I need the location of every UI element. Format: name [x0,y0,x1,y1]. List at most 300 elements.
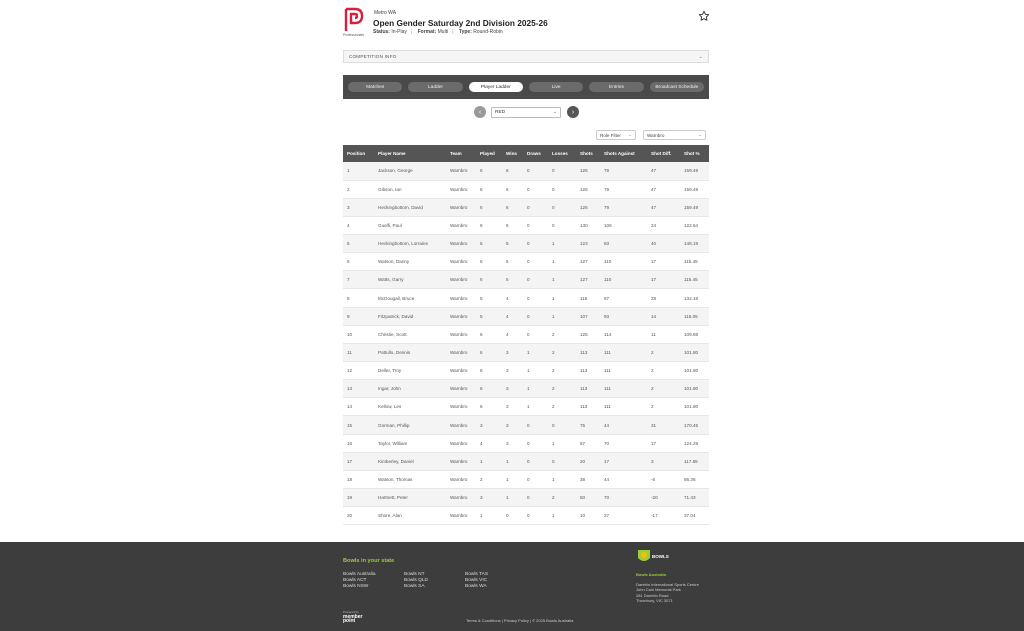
table-cell: 47 [651,168,657,174]
chevron-down-icon: ⌄ [698,132,702,137]
table-cell: 47 [651,204,657,210]
table-cell: 13 [347,386,353,392]
table-cell: 79 [604,204,610,210]
table-cell: 115.45 [684,259,698,265]
footer-link[interactable]: Bowls SA [404,584,425,589]
star-outline-icon[interactable] [698,9,710,21]
table-cell: Watson, Thomas [378,476,413,482]
table-cell: 19 [347,495,353,501]
table-cell: 114 [604,331,612,337]
table-cell: 20 [580,458,586,464]
table-cell: 5 [347,241,350,247]
table-cell: 2 [552,404,555,410]
table-cell: 1 [527,368,530,374]
table-cell: 4 [506,295,509,301]
table-cell: 5 [506,259,509,265]
table-row[interactable] [343,289,709,307]
table-cell: 106 [604,222,612,228]
column-header[interactable]: Team [450,151,462,156]
table-cell: 4 [506,313,509,319]
table-cell: 2 [552,331,555,337]
table-cell: 0 [527,458,530,464]
table-cell: Warnbro [450,386,468,392]
table-cell: 113 [580,404,588,410]
chevron-left-icon[interactable]: ‹ [474,106,486,118]
table-cell: Warnbro [450,313,468,319]
table-row[interactable] [343,198,709,216]
table-cell: 1 [527,349,530,355]
table-cell: 17 [651,277,657,283]
table-cell: Watts, Garry [378,277,404,283]
address-line: Thornbury, VIC 3071 [636,598,673,604]
table-cell: 2 [347,186,350,192]
chevron-down-icon: ⌄ [552,109,557,115]
table-cell: 2 [651,404,654,410]
table-cell: 83 [604,241,610,247]
table-cell: Warnbro [450,186,468,192]
table-cell: 0 [527,331,530,337]
table-cell: Warnbro [450,259,468,265]
table-cell: -17 [651,513,658,519]
table-cell: 10 [580,513,586,519]
table-cell: 6 [480,331,483,337]
table-cell: 7 [347,277,350,283]
table-cell: 6 [480,259,483,265]
table-cell: 0 [527,440,530,446]
memberpoint-logo[interactable] [343,610,362,624]
table-cell: 113 [580,368,588,374]
competition-info-panel[interactable] [343,50,709,63]
table-row[interactable] [343,434,709,452]
table-cell: 47 [651,186,657,192]
table-cell: Pattullo, Dennis [378,349,411,355]
table-cell: 1 [552,277,555,283]
table-cell: Warnbro [450,295,468,301]
format-value: Multi [437,29,449,35]
column-header[interactable]: Shot Diff. [651,151,672,156]
table-cell: 159.49 [684,186,699,192]
table-cell: 0 [527,422,530,428]
type-value: Round-Robin [473,29,503,35]
table-cell: 2 [552,349,555,355]
table-cell: 125 [580,331,588,337]
table-cell: 6 [480,277,483,283]
memberpoint-line1: member [343,613,363,620]
table-cell: 79 [604,186,610,192]
table-cell: 6 [506,186,509,192]
table-cell: -6 [651,476,656,482]
table-cell: 124.29 [684,440,699,446]
table-cell: 14 [347,404,353,410]
table-cell: 1 [552,295,555,301]
table-cell: 1 [506,458,509,464]
column-header[interactable]: Shots Against [604,151,635,156]
table-cell: 159.49 [684,168,699,174]
table-cell: 2 [552,368,555,374]
table-cell: Warnbro [450,368,468,374]
table-cell: 159.49 [684,204,699,210]
table-cell: 44 [604,422,610,428]
table-cell: 107 [580,313,588,319]
table-cell: 110 [604,277,612,283]
table-cell: 6 [506,222,509,228]
table-cell: McDougall, Bruce [378,295,415,301]
table-cell: 6 [480,368,483,374]
team-filter-select[interactable] [643,130,706,140]
table-cell: 126 [580,204,588,210]
table-cell: 93 [604,313,610,319]
table-cell: 3 [651,458,654,464]
role-filter-value: Role Filter [600,133,621,138]
competition-meta: Status: In-Play | Format: Multi | Type: Round-Robin [373,29,503,35]
table-cell: 101.80 [684,349,699,355]
address-line: John Cain Memorial Park [636,587,681,593]
table-body [343,162,709,525]
table-cell: 2 [552,495,555,501]
table-cell: 8 [347,295,350,301]
role-filter-select[interactable] [596,130,636,140]
table-cell: 18 [347,476,353,482]
table-cell: 1 [552,241,555,247]
table-cell: 111 [604,349,611,355]
table-row[interactable] [343,235,709,253]
table-cell: Warnbro [450,349,468,355]
footer-link[interactable]: Bowls QLD [404,578,428,583]
group-select[interactable] [491,107,561,118]
table-cell: 3 [506,422,509,428]
table-row[interactable] [343,307,709,325]
table-cell: 37.04 [684,513,696,519]
table-cell: 1 [480,458,483,464]
table-cell: 0 [552,204,555,210]
table-cell: 3 [506,349,509,355]
table-cell: 5 [480,295,483,301]
table-header-row [343,145,709,162]
table-cell: 0 [527,476,530,482]
badge-text: BOWLS [652,554,669,559]
table-cell: 15 [347,422,353,428]
table-cell: 0 [527,204,530,210]
footer-links-col2 [404,572,428,590]
footer-links-col1 [343,572,376,590]
table-cell: Christie, Scott [378,331,407,337]
table-cell: 12 [347,368,353,374]
table-cell: Warnbro [450,331,468,337]
table-cell: 4 [506,331,509,337]
table-cell: Kellow, Les [378,404,402,410]
tab-player-ladder[interactable]: Player Ladder [469,82,523,92]
table-cell: Gibson, Ian [378,186,402,192]
table-cell: 148.19 [684,241,699,247]
table-cell: 79 [604,168,610,174]
type-label: Type: [458,29,472,35]
tab-live[interactable]: Live [529,82,583,92]
table-cell: 9 [347,313,350,319]
table-cell: 24 [651,222,657,228]
table-cell: 6 [480,241,483,247]
table-cell: 0 [552,422,555,428]
table-cell: 0 [527,186,530,192]
table-cell: 5 [506,277,509,283]
footer-link[interactable]: Bowls ACT [343,578,367,583]
table-cell: 1 [347,168,350,174]
table-cell: 0 [552,168,555,174]
table-cell: 87 [604,295,610,301]
powered-by-label: Powered by [343,610,359,614]
player-ladder-table [343,145,709,525]
table-cell: 111 [604,404,611,410]
table-cell: 1 [480,513,483,519]
table-cell: Warnbro [450,476,468,482]
chevron-right-icon[interactable]: › [567,106,579,118]
table-cell: Warnbro [450,458,468,464]
table-cell: Heckingbottom, David [378,204,423,210]
table-row[interactable] [343,470,709,488]
tab-entries[interactable]: Entries [589,82,643,92]
address-line: Darebin International Sports Centre [636,582,699,587]
table-cell: Deller, Troy [378,368,402,374]
table-cell: 1 [506,495,509,501]
table-cell: 6 [480,168,483,174]
chevron-down-icon: ⌄ [698,54,703,60]
table-cell: 28 [651,295,657,301]
tab-matches[interactable]: Matches [348,82,402,92]
table-cell: 6 [480,404,483,410]
table-cell: 0 [506,513,509,519]
table-cell: 170.45 [684,422,699,428]
table-cell: 0 [527,259,530,265]
table-cell: Warnbro [450,495,468,501]
table-cell: 4 [480,440,483,446]
footer-link[interactable]: Bowls VIC [465,578,488,583]
table-cell: 6 [480,186,483,192]
table-cell: 132.18 [684,295,699,301]
table-cell: 17 [651,259,657,265]
table-cell: 17 [347,458,353,464]
footer-link[interactable]: Bowls TAS [465,572,489,577]
table-row[interactable] [343,253,709,271]
table-cell: 111 [604,368,611,374]
tab-ladder[interactable]: Ladder [408,82,462,92]
table-row[interactable] [343,216,709,234]
table-cell: 6 [480,386,483,392]
table-cell: 86.36 [684,476,696,482]
table-cell: Jackson, George [378,168,413,174]
competition-info-label: COMPETITION INFO [349,54,397,59]
table-cell: 1 [506,476,509,482]
table-cell: 16 [347,440,353,446]
table-row[interactable] [343,416,709,434]
address-line: 281 Darebin Road [636,592,669,598]
table-cell: 70 [604,440,610,446]
table-cell: 2 [651,386,654,392]
table-cell: 2 [651,368,654,374]
table-cell: 31 [651,422,657,428]
table-cell: 101.80 [684,386,699,392]
table-cell: 1 [527,404,530,410]
page-title: Open Gender Saturday 2nd Division 2025-26 [373,18,548,28]
status-value: In-Play [391,29,407,35]
table-cell: 122.64 [684,222,699,228]
table-cell: 127 [580,277,588,283]
table-cell: 6 [347,259,350,265]
table-cell: 115.45 [684,277,698,283]
footer-address [636,582,699,604]
table-cell: Heckingbottom, Lorraine [378,241,429,247]
table-cell: 5 [506,241,509,247]
table-row[interactable] [343,380,709,398]
tab-bar [343,75,709,99]
table-cell: 3 [480,495,483,501]
table-cell: 10 [347,331,353,337]
footer-brand: Bowls Australia [636,572,666,577]
table-cell: Warnbro [450,241,468,247]
column-header[interactable]: Player Name [378,151,406,156]
table-cell: 130 [580,222,588,228]
table-row[interactable] [343,489,709,507]
column-header[interactable]: Shots [580,151,593,156]
column-header[interactable]: Wins [506,151,517,156]
table-cell: 0 [527,313,530,319]
table-cell: 123 [580,241,588,247]
table-cell: Watson, Danny [378,259,410,265]
table-cell: 3 [506,404,509,410]
table-cell: 38 [580,476,586,482]
table-cell: 6 [506,168,509,174]
table-cell: 11 [651,331,656,337]
table-cell: 126 [580,186,588,192]
group-select-value: RED [495,110,506,115]
table-cell: 127 [580,259,588,265]
table-row[interactable] [343,343,709,361]
footer-link[interactable]: Bowls NSW [343,584,369,589]
table-cell: Warnbro [450,204,468,210]
table-cell: 6 [480,349,483,355]
table-cell: 3 [506,368,509,374]
table-cell: 40 [651,241,657,247]
table-cell: 117.65 [684,458,698,464]
table-cell: Warnbro [450,404,468,410]
table-cell: 113 [580,386,588,392]
table-cell: 2 [552,386,555,392]
table-cell: Ingar, John [378,386,401,392]
table-cell: 4 [347,222,350,228]
professionals-logo[interactable] [343,7,365,33]
table-cell: 17 [651,440,657,446]
table-cell: 110 [604,259,612,265]
table-cell: 111 [604,386,611,392]
table-cell: 1 [527,386,530,392]
table-cell: Fitzpatrick, David [378,313,414,319]
table-row[interactable] [343,362,709,380]
table-cell: 50 [580,495,586,501]
table-cell: 0 [527,495,530,501]
organisation-name: Metro WA [374,10,397,16]
column-header[interactable]: Played [480,151,495,156]
table-cell: Taylor, William [378,440,408,446]
team-filter-value: Warnbro [647,133,665,138]
bowls-australia-logo[interactable] [636,549,669,565]
tab-broadcast-schedule[interactable]: Broadcast Schedule [650,82,704,92]
status-label: Status: [373,29,390,35]
table-cell: 0 [527,513,530,519]
table-row[interactable] [343,452,709,470]
table-row[interactable] [343,271,709,289]
table-cell: 14 [651,313,657,319]
table-cell: Gorman, Phillip [378,422,410,428]
table-cell: Kimberley, Daniel [378,458,414,464]
table-cell: 101.80 [684,368,699,374]
footer-link[interactable]: Bowls WA [465,584,487,589]
table-cell: 2 [651,349,654,355]
chevron-down-icon: ⌄ [628,132,632,137]
table-cell: Warnbro [450,168,468,174]
column-header[interactable]: Draws [527,151,541,156]
table-cell: 1 [552,476,555,482]
table-cell: 5 [480,313,483,319]
table-cell: 0 [527,168,530,174]
table-cell: Shore, Alan [378,513,402,519]
table-cell: 87 [580,440,586,446]
table-cell: 109.65 [684,331,699,337]
table-cell: 0 [527,277,530,283]
table-cell: 1 [552,313,555,319]
table-cell: 6 [480,222,483,228]
table-cell: 1 [552,259,555,265]
footer-legal[interactable]: Terms & Conditions | Privacy Policy | © 2025 Bowls Australia [466,618,574,623]
table-cell: 115.05 [684,313,698,319]
table-cell: 3 [480,422,483,428]
table-cell: 126 [580,168,588,174]
table-cell: 6 [506,204,509,210]
table-cell: Guelfi, Paul [378,222,402,228]
table-cell: Hartnett, Peter [378,495,408,501]
table-cell: 75 [580,422,586,428]
table-cell: 0 [527,222,530,228]
table-cell: 0 [552,186,555,192]
table-cell: 44 [604,476,610,482]
footer-link[interactable]: Bowls Australia [343,572,376,577]
table-cell: 27 [604,513,610,519]
table-cell: Warnbro [450,277,468,283]
column-header[interactable]: Shot % [684,151,700,156]
logo-caption: Professionals [343,33,365,37]
table-cell: 1 [552,513,555,519]
table-cell: Warnbro [450,440,468,446]
table-cell: Warnbro [450,222,468,228]
table-cell: 0 [552,458,555,464]
table-row[interactable] [343,398,709,416]
table-cell: 115 [580,295,588,301]
table-cell: Warnbro [450,422,468,428]
table-cell: 0 [552,222,555,228]
table-cell: 2 [480,476,483,482]
footer-heading: Bowls in your state [343,558,395,564]
table-row[interactable] [343,507,709,525]
table-cell: 70 [604,495,610,501]
table-cell: 3 [347,204,350,210]
table-row[interactable] [343,325,709,343]
memberpoint-line2: point [343,618,356,624]
table-cell: 6 [480,204,483,210]
column-header[interactable]: Position [347,151,366,156]
column-header[interactable]: Losses [552,151,568,156]
table-cell: -20 [651,495,658,501]
footer-link[interactable]: Bowls NT [404,572,425,577]
table-cell: 71.43 [684,495,696,501]
table-row[interactable] [343,180,709,198]
table-row[interactable] [343,162,709,180]
